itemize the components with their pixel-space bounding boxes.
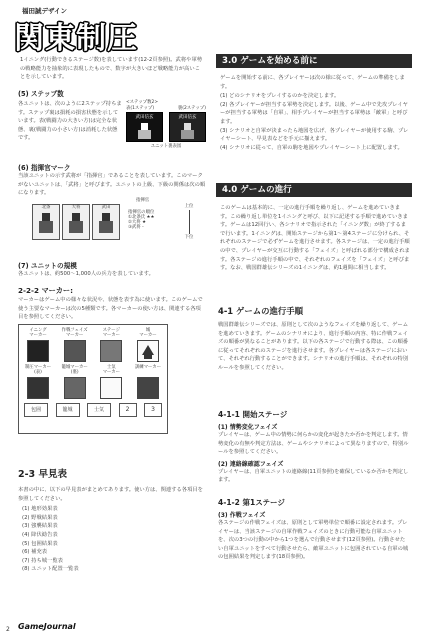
step-label-top: <ステップ数2> (126, 100, 159, 105)
section-quickref-title: 2-3 早見表 (18, 469, 67, 480)
section-bar-4-0: 4.0 ゲームの進行 (216, 183, 412, 197)
page-number: 2 (6, 626, 10, 633)
holdout-chip: 籠城 (56, 403, 80, 417)
commander-label: 指揮官 (136, 198, 150, 203)
rank-legend-title: 指揮官の順位 (128, 210, 155, 215)
pretitle: 福田誠デザイン (22, 7, 68, 15)
page-title: 関東制圧 (14, 21, 138, 56)
rank-unit-1-name: 北条 (41, 205, 51, 210)
marker-sublabel: マーカー (102, 370, 121, 375)
step-back-label: 裏(2ステップ) (177, 106, 206, 111)
rank-unit-3 (92, 204, 120, 240)
step-unit-back (169, 112, 206, 142)
training-marker-icon (137, 377, 159, 399)
list-item: (1) 地形効果表 (22, 506, 58, 513)
rank-down-label: 下位 (184, 235, 194, 240)
marker-label: ステージ (102, 328, 120, 333)
rank-diagram (32, 198, 200, 250)
marker-sublabel: マーカー (65, 333, 84, 338)
quickref-list (18, 505, 206, 574)
section-markers-title: 2-2-2 マーカー: (18, 286, 73, 295)
step-unit-back-name: 武田信玄 (178, 115, 197, 120)
list-item: (5) 包囲結果表 (22, 540, 58, 547)
section-4-1-body: 戦国群雄伝シリーズでは、原則として次のようなフェイズを繰り返して、ゲームを進めていきます。ゲームのシナリオにより、進行手順の内容、特に作戦フェイズの順番が異なることがあります。以下の各ステージで行動する際は、この順番に従ってそれぞれのステージを進行させます。各プレイヤーは各ステージにおいて、それぞれ行動することができます。シナリオの進行手順は、それぞれの特別ルールを参照してください。 (218, 322, 409, 371)
section-commander-title: (6) 指揮官マーク (18, 164, 71, 172)
marker-label: 士気 (106, 365, 116, 370)
list-item: (8) ユニット配置一覧表 (22, 566, 79, 573)
list-item: (2) 各プレイヤーが担当する軍勢を決定します。以後、ゲーム中で先攻プレイヤーが担当する軍勢は「自軍」、相手プレイヤーが担当する軍勢は「敵軍」と呼びます。 (220, 101, 408, 125)
section-markers-body: マーカーはゲーム中の様々な状況や、状態を表す為に使います。このゲームで使う主要なマーカーは次の5種類です。各マーカーの使い方は、関連する各項目を参照してください。 (18, 297, 203, 321)
step-diagram (126, 100, 206, 160)
step-unit-front (126, 112, 163, 142)
rank-unit-3-name: 武田 (101, 205, 111, 210)
marker-label: 訓練マーカー (134, 365, 162, 370)
rank-legend-1: ①北条氏 ★★ (128, 215, 155, 220)
subsection-body: 各ステージの作戦フェイズは、原則として軍勢単位で順番に設定されます。プレイヤーは、当該ステージの自軍作戦フェイズのときに行動可能な自軍ユニットを、次の3つの行動の中から1つを選んで行動させます(12頁参照)。行動させたい自軍ユニットをすべて行動させたら、敵軍ユニットに包囲されている自軍の城の包囲結果を判定します(18頁参照)。 (218, 520, 409, 561)
inning-marker-icon (27, 340, 49, 362)
subsection-title: (2) 連絡線確認フェイズ (218, 460, 284, 468)
castle-marker-icon (137, 340, 159, 362)
marker-sublabel: マーカー (139, 333, 157, 338)
rank-unit-2-name: 大将 (71, 205, 81, 210)
siege-chip: 包囲 (24, 403, 48, 417)
marker-sublabel: (裏) (70, 370, 79, 375)
section-steps-title: (5) ステップ数 (18, 90, 64, 98)
marker-label: 籠城マーカー (61, 365, 88, 370)
rank-up-label: 上位 (184, 204, 194, 209)
marker-label: 制圧マーカー (24, 365, 52, 370)
section-bar-3-0: 3.0 ゲームを始める前に (216, 54, 412, 68)
morale-chip: 士気 (87, 403, 111, 417)
section-4-0-body: このゲームは基本的に、一定の進行手順を繰り返し、ゲームを進めていきます。この繰り返し単位を1イニングと呼び、以下に記述する手順で進めていきます。ゲームは12回行い、各シナリオで指示された「イニング数」が終了するまで行います。1イニングは、開始ステージから第1〜第4ステージに分けられ、それぞれのステージで必ずゲームを進行させます。各ステージは、一定の進行手順の中で、プレイヤーが交互に行動する「フェイズ」と呼ばれる部分で構成されます。各ステージの進行手順の中で、それぞれのフェイズを「フェイズ」と呼びます。なお、戦国群雄伝シリーズの1イニングは、約1週間に相当します。 (220, 205, 410, 272)
marker-sublabel: (表) (34, 370, 42, 375)
stage-marker-icon (100, 340, 122, 362)
rank-unit-2 (62, 204, 90, 240)
markers-panel (18, 324, 168, 434)
section-commander-body: 当該ユニットの示す武将が「指揮官」であることを表しています。このマークがないユニットは、「武将」と呼びます。ユニットの上級、下級の関係は次の順になります。 (18, 173, 206, 197)
intro-paragraph: 1イニング(行動できるステージ数)を表しています(12-2頁参照)。武将や軍勢の戦略能力を抽象的に表現したもので、数字が大きいほど戦略能力が高いことを示しています。 (20, 57, 203, 81)
samurai-figure-icon (170, 121, 205, 141)
list-item: (3) 強襲結果表 (22, 523, 58, 530)
list-item: (4) シナリオに従って、自軍の駒を地図やプレイヤーシート上に配置します。 (220, 144, 403, 151)
step-caption: ユニット裏表図 (150, 144, 182, 149)
samurai-figure-icon (127, 121, 162, 141)
marker-sublabel: マーカー (102, 333, 121, 338)
section-4-1-2-title: 4-1-2 第1ステージ (218, 498, 285, 507)
marker-label: 城 (145, 328, 151, 333)
section-steps-body: 各ユニットは、次のように2ステップ持ちます。ステップ裏は損耗の損害状態を示しています。表(戦闘力の大きい方)は完全な状態、裏(戦闘力の小さい方)は消耗した状態です。 (18, 101, 122, 142)
step-unit-front-name: 武田信玄 (135, 115, 154, 120)
value-chip-3: 3 (144, 403, 162, 417)
section-quickref-body: 本書の中に、以下の早見表がまとめてあります。使い方は、関連する各項目を参照してください。 (18, 487, 203, 502)
list-item: (6) 補充表 (22, 549, 48, 556)
rank-legend-3: ③武将 - (128, 225, 144, 230)
list-item: (3) シナリオと自軍が決まったら地図を広げ、各プレイヤーが使用する駒、プレイヤーシート、早見表などを手元に揃えます。 (220, 127, 409, 143)
left-column (14, 0, 206, 640)
section-unit-size-title: (7) ユニットの規模 (18, 262, 77, 270)
marker-sublabel: マーカー (29, 333, 47, 338)
morale-marker-icon (100, 377, 122, 399)
section-4-1-1-title: 4-1-1 開始ステージ (218, 410, 288, 419)
section-unit-size-body: 各ユニットは、約500〜1,000人の兵力を表しています。 (18, 271, 154, 277)
list-item: (2) 野戦結果表 (22, 514, 58, 521)
subsection-title: (3) 作戦フェイズ (218, 512, 266, 519)
list-item: (4) 降伏勧告表 (22, 531, 58, 538)
marker-label: 作戦フェイズ (61, 328, 88, 333)
suppression-marker-icon (27, 377, 49, 399)
marker-label: イニング (29, 328, 47, 333)
samurai-figure-icon (33, 210, 59, 236)
section-4-1-title: 4-1 ゲームの進行手順 (218, 306, 304, 316)
samurai-figure-icon (63, 210, 89, 236)
operation-phase-marker-icon (64, 340, 86, 362)
subsection-body: プレイヤーは、自軍ユニットの連絡線(11頁参照)を確保しているか否かを判定します。 (218, 468, 409, 484)
publisher-logo: GameJournal (18, 622, 76, 631)
step-front-label: 表(1ステップ) (126, 106, 155, 111)
rank-arrow (189, 210, 190, 234)
rank-unit-1 (32, 204, 60, 240)
samurai-figure-icon (93, 210, 119, 236)
rank-legend-2: ②大将 ★ (128, 220, 147, 225)
right-column (216, 0, 412, 640)
list-item: (1) どのシナリオをプレイするのかを決定します。 (220, 93, 340, 100)
subsection-body: プレイヤーは、ゲーム中の情勢に何らかの変化が起きたか否かを判定します。情勢変化の有無や判定方法は、ゲームやシナリオによって異なりますので、特別ルールを参照してください。 (218, 432, 409, 456)
subsection-title: (1) 情勢変化フェイズ (218, 424, 278, 431)
list-item: (7) 持ち城一覧表 (22, 557, 63, 564)
siege-marker-icon (64, 377, 86, 399)
section-3-0-body: ゲームを開始する前に、各プレイヤーは次の様に従って、ゲームの準備をします。 (220, 75, 405, 90)
value-chip-2: 2 (119, 403, 137, 417)
